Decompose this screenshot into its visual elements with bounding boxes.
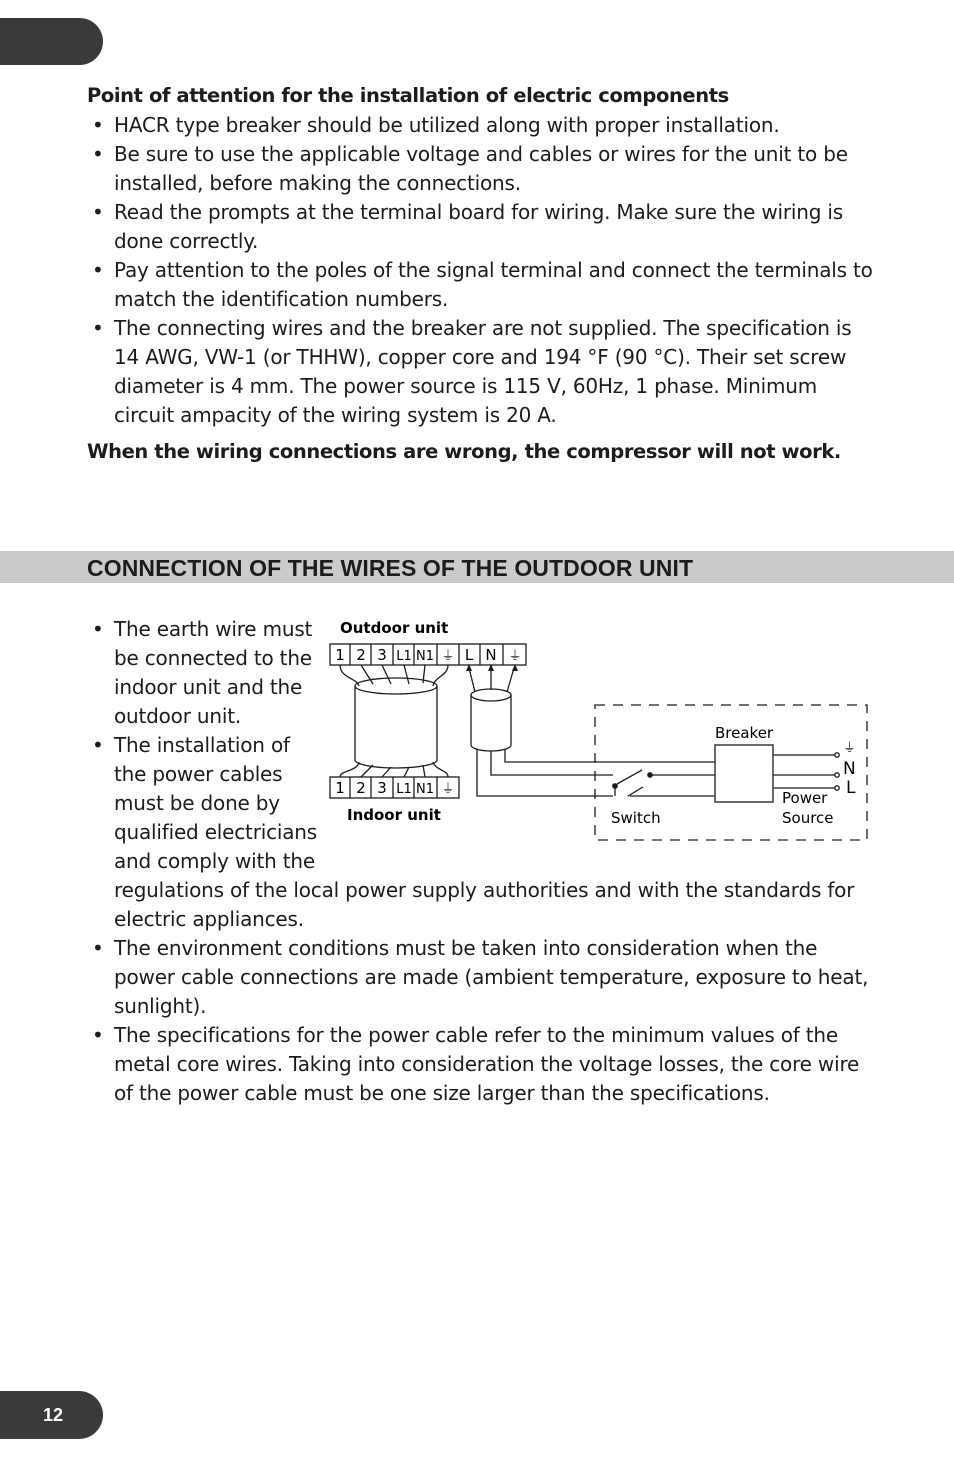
- list-item: • Read the prompts at the terminal board for wiring. Make sure the wiring is done correctly.: [87, 198, 877, 256]
- list-item: • Pay attention to the poles of the signal terminal and connect the terminals to match the identification numbers.: [87, 256, 877, 314]
- source-ground-label: ⏚: [843, 741, 857, 756]
- signal-cable-bottom: [355, 760, 437, 768]
- terminal-label: 2: [356, 779, 366, 797]
- page-tab-top: [0, 18, 103, 65]
- terminal-label: 2: [356, 646, 366, 664]
- terminal-label: N1: [416, 782, 434, 797]
- breaker-box: [715, 745, 773, 802]
- list-item: • The earth wire must be connected to the indoor unit and the outdoor unit.: [87, 615, 322, 731]
- terminal-label: 3: [377, 779, 387, 797]
- page-number: 12: [0, 1391, 103, 1439]
- wiring-diagram: [325, 612, 875, 852]
- power-label-1: Power: [782, 789, 828, 807]
- source-n-label: N: [843, 759, 856, 779]
- power-cable-top: [471, 689, 511, 701]
- list-item: • Be sure to use the applicable voltage and cables or wires for the unit to be installed, before making the connections.: [87, 140, 877, 198]
- terminal-label: L1: [396, 649, 412, 664]
- terminal-label: N: [485, 646, 497, 664]
- outdoor-label: Outdoor unit: [340, 619, 449, 637]
- terminal-label: 1: [335, 779, 345, 797]
- list-item: • The connecting wires and the breaker are not supplied. The specification is 14 AWG, VW-1 (or THHW), copper core and 194 °F (90 °C). Their set screw diameter is 4 mm. The power source is 115 V, 60Hz, 1 phase. Minimum circuit ampacity of the wiring system is 20 A.: [87, 314, 877, 430]
- ground-icon: ⏚: [441, 782, 455, 797]
- source-l-label: L: [846, 778, 856, 798]
- attention-heading: Point of attention for the installation of electric components: [87, 84, 729, 107]
- breaker-label: Breaker: [715, 724, 774, 742]
- terminal-label: L1: [396, 782, 412, 797]
- terminal-label: N1: [416, 649, 434, 664]
- ground-icon: ⏚: [441, 649, 455, 664]
- power-label-2: Source: [782, 809, 834, 827]
- signal-cable-top: [355, 678, 437, 694]
- ground-icon: ⏚: [508, 649, 522, 664]
- section-title: CONNECTION OF THE WIRES OF THE OUTDOOR UNIT: [87, 555, 694, 581]
- list-item: • The environment conditions must be taken into consideration when the power cable connections are made (ambient temperature, exposure to heat, sunlight).: [87, 934, 877, 1021]
- wiring-warning: When the wiring connections are wrong, the compressor will not work.: [87, 440, 841, 463]
- indoor-label: Indoor unit: [347, 806, 441, 824]
- switch-label: Switch: [611, 809, 661, 827]
- terminal-label: 3: [377, 646, 387, 664]
- list-item: • The installation of the power cables must be done by qualified electricians and comply with the regulations of the local power supply authorities and with the standards for electric appliances.: [87, 731, 877, 934]
- terminal-label: L: [464, 646, 474, 664]
- attention-list: [87, 111, 877, 430]
- list-item: • The specifications for the power cable refer to the minimum values of the metal core wires. Taking into consideration the voltage losses, the core wire of the power cable must be one size larger than the specifications.: [87, 1021, 877, 1108]
- terminal-label: 1: [335, 646, 345, 664]
- wiring-diagram-svg: [325, 612, 875, 852]
- list-item: • HACR type breaker should be utilized along with proper installation.: [87, 111, 877, 140]
